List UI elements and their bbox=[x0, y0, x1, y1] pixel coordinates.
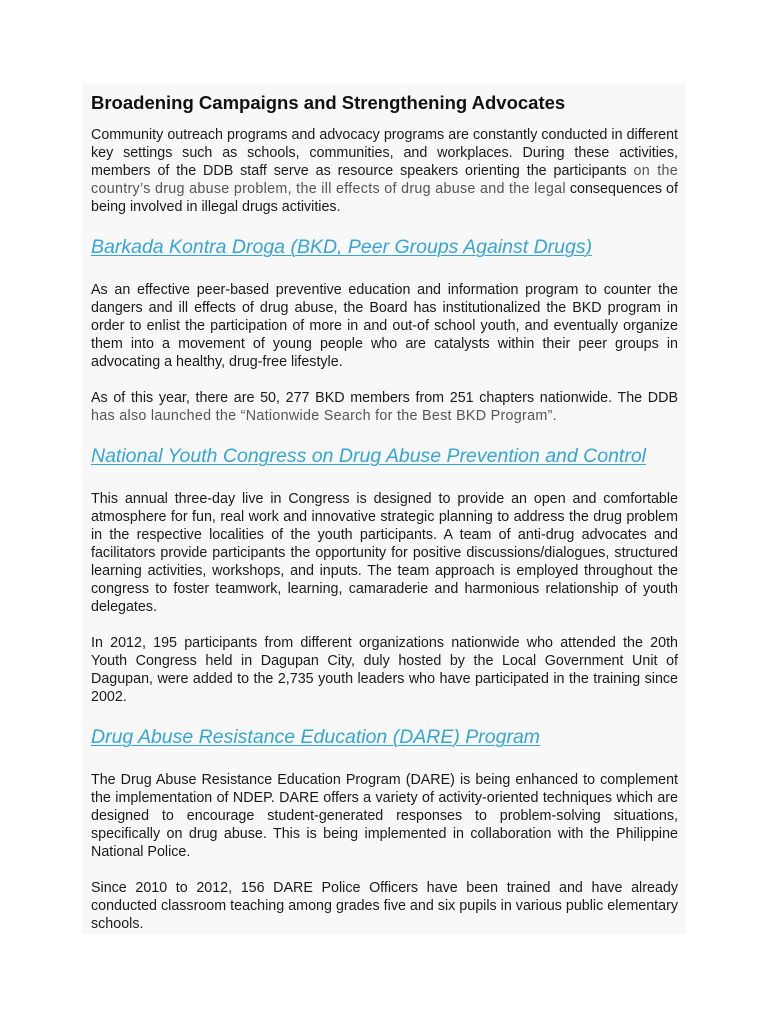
document-content bbox=[91, 92, 678, 951]
intro-text-end: consequences of being involved in illegal drugs activities. bbox=[91, 181, 678, 215]
dare-paragraph-2: Since 2010 to 2012, 156 DARE Police Officers have been trained and have already conducted classroom teaching among grades five and six pupils in various public elementary schools. bbox=[91, 880, 678, 932]
intro-text: Community outreach programs and advocacy programs are constantly conducted in different key settings such as schools, communities, and workplaces. During these activities, members of the DDB staff serve as resource speakers orienting the participants bbox=[91, 127, 678, 179]
heading-youth-congress-link[interactable]: National Youth Congress on Drug Abuse Prevention and Control bbox=[91, 445, 647, 467]
bkd-paragraph-1: As an effective peer-based preventive education and information program to counter the dangers and ill effects of drug abuse, the Board has institutionalized the BKD program in order to enlist the participation of more in and out-of school youth, and eventually organize them into a movement of young people who are catalysts within their peer groups in advocating a healthy, drug-free lifestyle. bbox=[91, 282, 678, 370]
intro-paragraph bbox=[91, 126, 678, 216]
page-title: Broadening Campaigns and Strengthening Advocates bbox=[91, 92, 566, 113]
congress-paragraph-1: This annual three-day live in Congress is designed to provide an open and comfortable atmosphere for fun, real work and innovative strategic planning to address the drug problem in the respective localities of the youth participants. A team of anti-drug advocates and facilitators provide participants the opportunity for positive discussions/dialogues, structured learning activities, workshops, and inputs. The team approach is employed throughout the congress to foster teamwork, learning, camaraderie and harmonious relationship of youth delegates. bbox=[91, 491, 678, 615]
bkd-paragraph-2 bbox=[91, 389, 678, 425]
congress-paragraph-2: In 2012, 195 participants from different organizations nationwide who attended the 20th Youth Congress held in Dagupan City, duly hosted by the Local Government Unit of Dagupan, were added to the 2,735 youth leaders who have participated in the training since 2002. bbox=[91, 635, 678, 705]
dare-paragraph-1: The Drug Abuse Resistance Education Program (DARE) is being enhanced to complement the implementation of NDEP. DARE offers a variety of activity-oriented techniques which are designed to encourage student-generated responses to problem-solving situations, specifically on drug abuse. This is being implemented in collaboration with the Philippine National Police. bbox=[91, 772, 678, 860]
bkd-paragraph-2-text: As of this year, there are 50, 277 BKD members from 251 chapters nationwide. The DDB bbox=[91, 390, 678, 406]
heading-bkd-link[interactable]: Barkada Kontra Droga (BKD, Peer Groups Against Drugs) bbox=[91, 236, 593, 258]
heading-dare-link[interactable]: Drug Abuse Resistance Education (DARE) Program bbox=[91, 726, 541, 748]
intro-text-light: on the country’s drug abuse problem, the ill effects of drug abuse and the legal bbox=[91, 163, 678, 197]
bkd-paragraph-2-light: has also launched the “Nationwide Search for the Best BKD Program”. bbox=[91, 408, 557, 424]
